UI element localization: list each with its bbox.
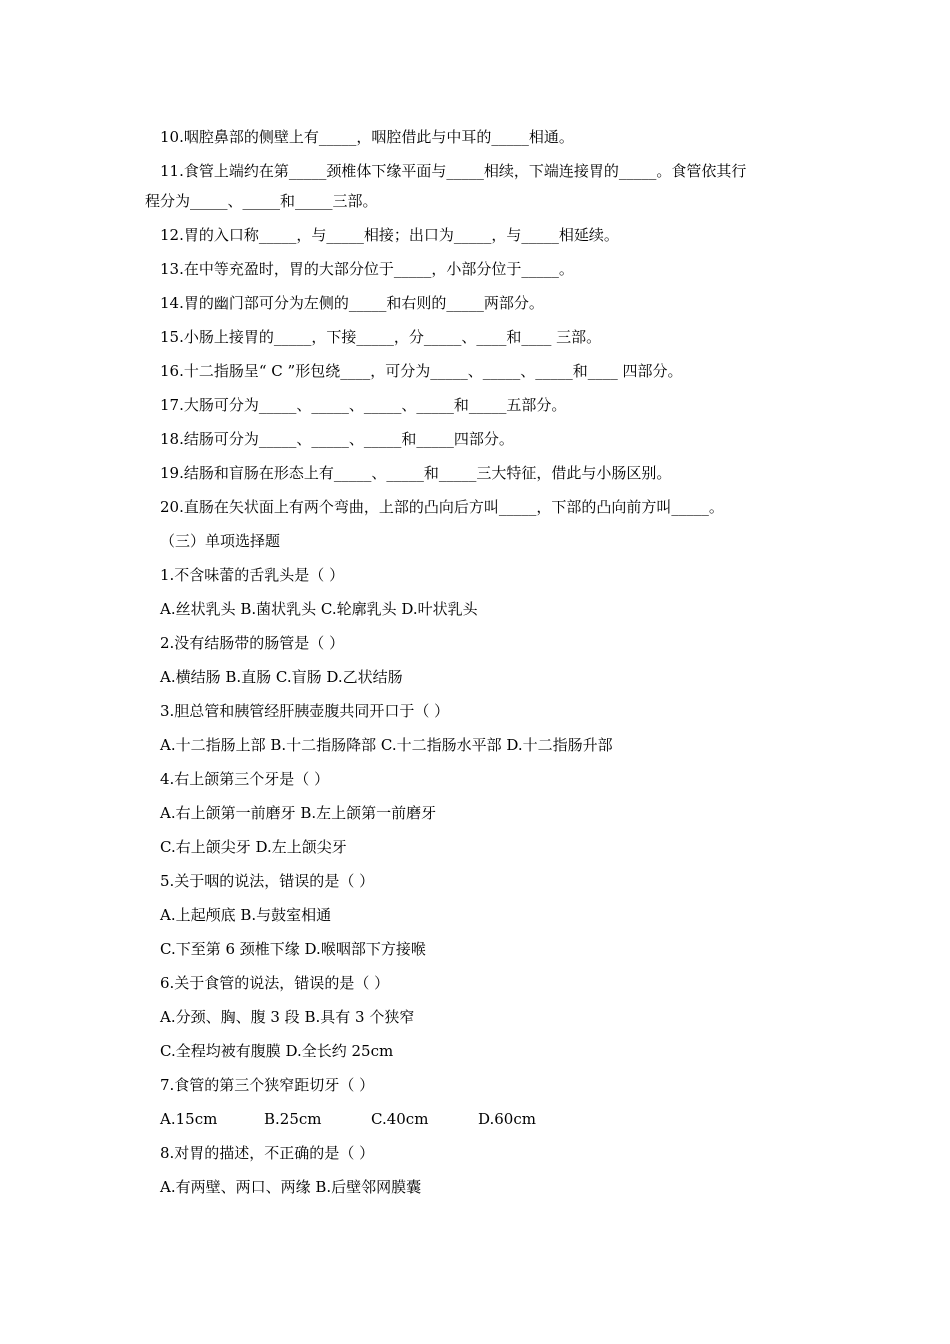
- q20-fill-blank: 20.直肠在矢状面上有两个弯曲，上部的凸向后方叫_____，下部的凸向前方叫_____。: [160, 498, 724, 516]
- mc-q6-options-ab: A.分颈、胸、腹 3 段 B.具有 3 个狭窄: [160, 1008, 415, 1026]
- mc-q5-options-cd: C.下至第 6 颈椎下缘 D.喉咽部下方接喉: [160, 940, 426, 958]
- mc-q7-option-c: C.40cm: [371, 1110, 429, 1128]
- mc-q7-option-d: D.60cm: [478, 1110, 536, 1128]
- mc-q5-question: 5.关于咽的说法，错误的是（ ）: [160, 872, 375, 890]
- q13-fill-blank: 13.在中等充盈时，胃的大部分位于_____，小部分位于_____。: [160, 260, 574, 278]
- q11-fill-blank-line1: 11.食管上端约在第_____颈椎体下缘平面与_____相续，下端连接胃的_____。食管依其行: [160, 162, 747, 180]
- q15-fill-blank: 15.小肠上接胃的_____，下接_____，分_____、____和____ 三部。: [160, 328, 602, 346]
- mc-q7-option-b: B.25cm: [264, 1110, 322, 1128]
- mc-q1-options: A.丝状乳头 B.菌状乳头 C.轮廓乳头 D.叶状乳头: [160, 600, 478, 618]
- q18-fill-blank: 18.结肠可分为_____、_____、_____和_____四部分。: [160, 430, 514, 448]
- q11-fill-blank-line2: 程分为_____、_____和_____三部。: [145, 192, 378, 210]
- mc-q1-question: 1.不含味蕾的舌乳头是（ ）: [160, 566, 345, 584]
- q16-fill-blank: 16.十二指肠呈“ C ”形包绕____，可分为_____、_____、_____和____ 四部分。: [160, 362, 683, 380]
- mc-q8-options-ab: A.有两壁、两口、两缘 B.后壁邻网膜囊: [160, 1178, 422, 1196]
- mc-q7-question: 7.食管的第三个狭窄距切牙（ ）: [160, 1076, 375, 1094]
- section-heading-single-choice: （三）单项选择题: [160, 532, 281, 550]
- q12-fill-blank: 12.胃的入口称_____，与_____相接；出口为_____，与_____相延续。: [160, 226, 619, 244]
- mc-q8-question: 8.对胃的描述，不正确的是（ ）: [160, 1144, 375, 1162]
- mc-q5-options-ab: A.上起颅底 B.与鼓室相通: [160, 906, 332, 924]
- q17-fill-blank: 17.大肠可分为_____、_____、_____、_____和_____五部分。: [160, 396, 567, 414]
- mc-q4-options-ab: A.右上颌第一前磨牙 B.左上颌第一前磨牙: [160, 804, 437, 822]
- mc-q4-question: 4.右上颌第三个牙是（ ）: [160, 770, 330, 788]
- mc-q3-options: A.十二指肠上部 B.十二指肠降部 C.十二指肠水平部 D.十二指肠升部: [160, 736, 613, 754]
- mc-q4-options-cd: C.右上颌尖牙 D.左上颌尖牙: [160, 838, 347, 856]
- document-body: [145, 124, 815, 1208]
- mc-q3-question: 3.胆总管和胰管经肝胰壶腹共同开口于（ ）: [160, 702, 450, 720]
- q10-fill-blank: 10.咽腔鼻部的侧壁上有_____，咽腔借此与中耳的_____相通。: [160, 128, 574, 146]
- mc-q7-options: [145, 1106, 815, 1140]
- mc-q6-options-cd: C.全程均被有腹膜 D.全长约 25cm: [160, 1042, 394, 1060]
- mc-q2-question: 2.没有结肠带的肠管是（ ）: [160, 634, 345, 652]
- q19-fill-blank: 19.结肠和盲肠在形态上有_____、_____和_____三大特征，借此与小肠区别。: [160, 464, 672, 482]
- q14-fill-blank: 14.胃的幽门部可分为左侧的_____和右则的_____两部分。: [160, 294, 544, 312]
- mc-q2-options: A.横结肠 B.直肠 C.盲肠 D.乙状结肠: [160, 668, 403, 686]
- mc-q7-option-a: A.15cm: [160, 1110, 218, 1128]
- mc-q6-question: 6.关于食管的说法，错误的是（ ）: [160, 974, 390, 992]
